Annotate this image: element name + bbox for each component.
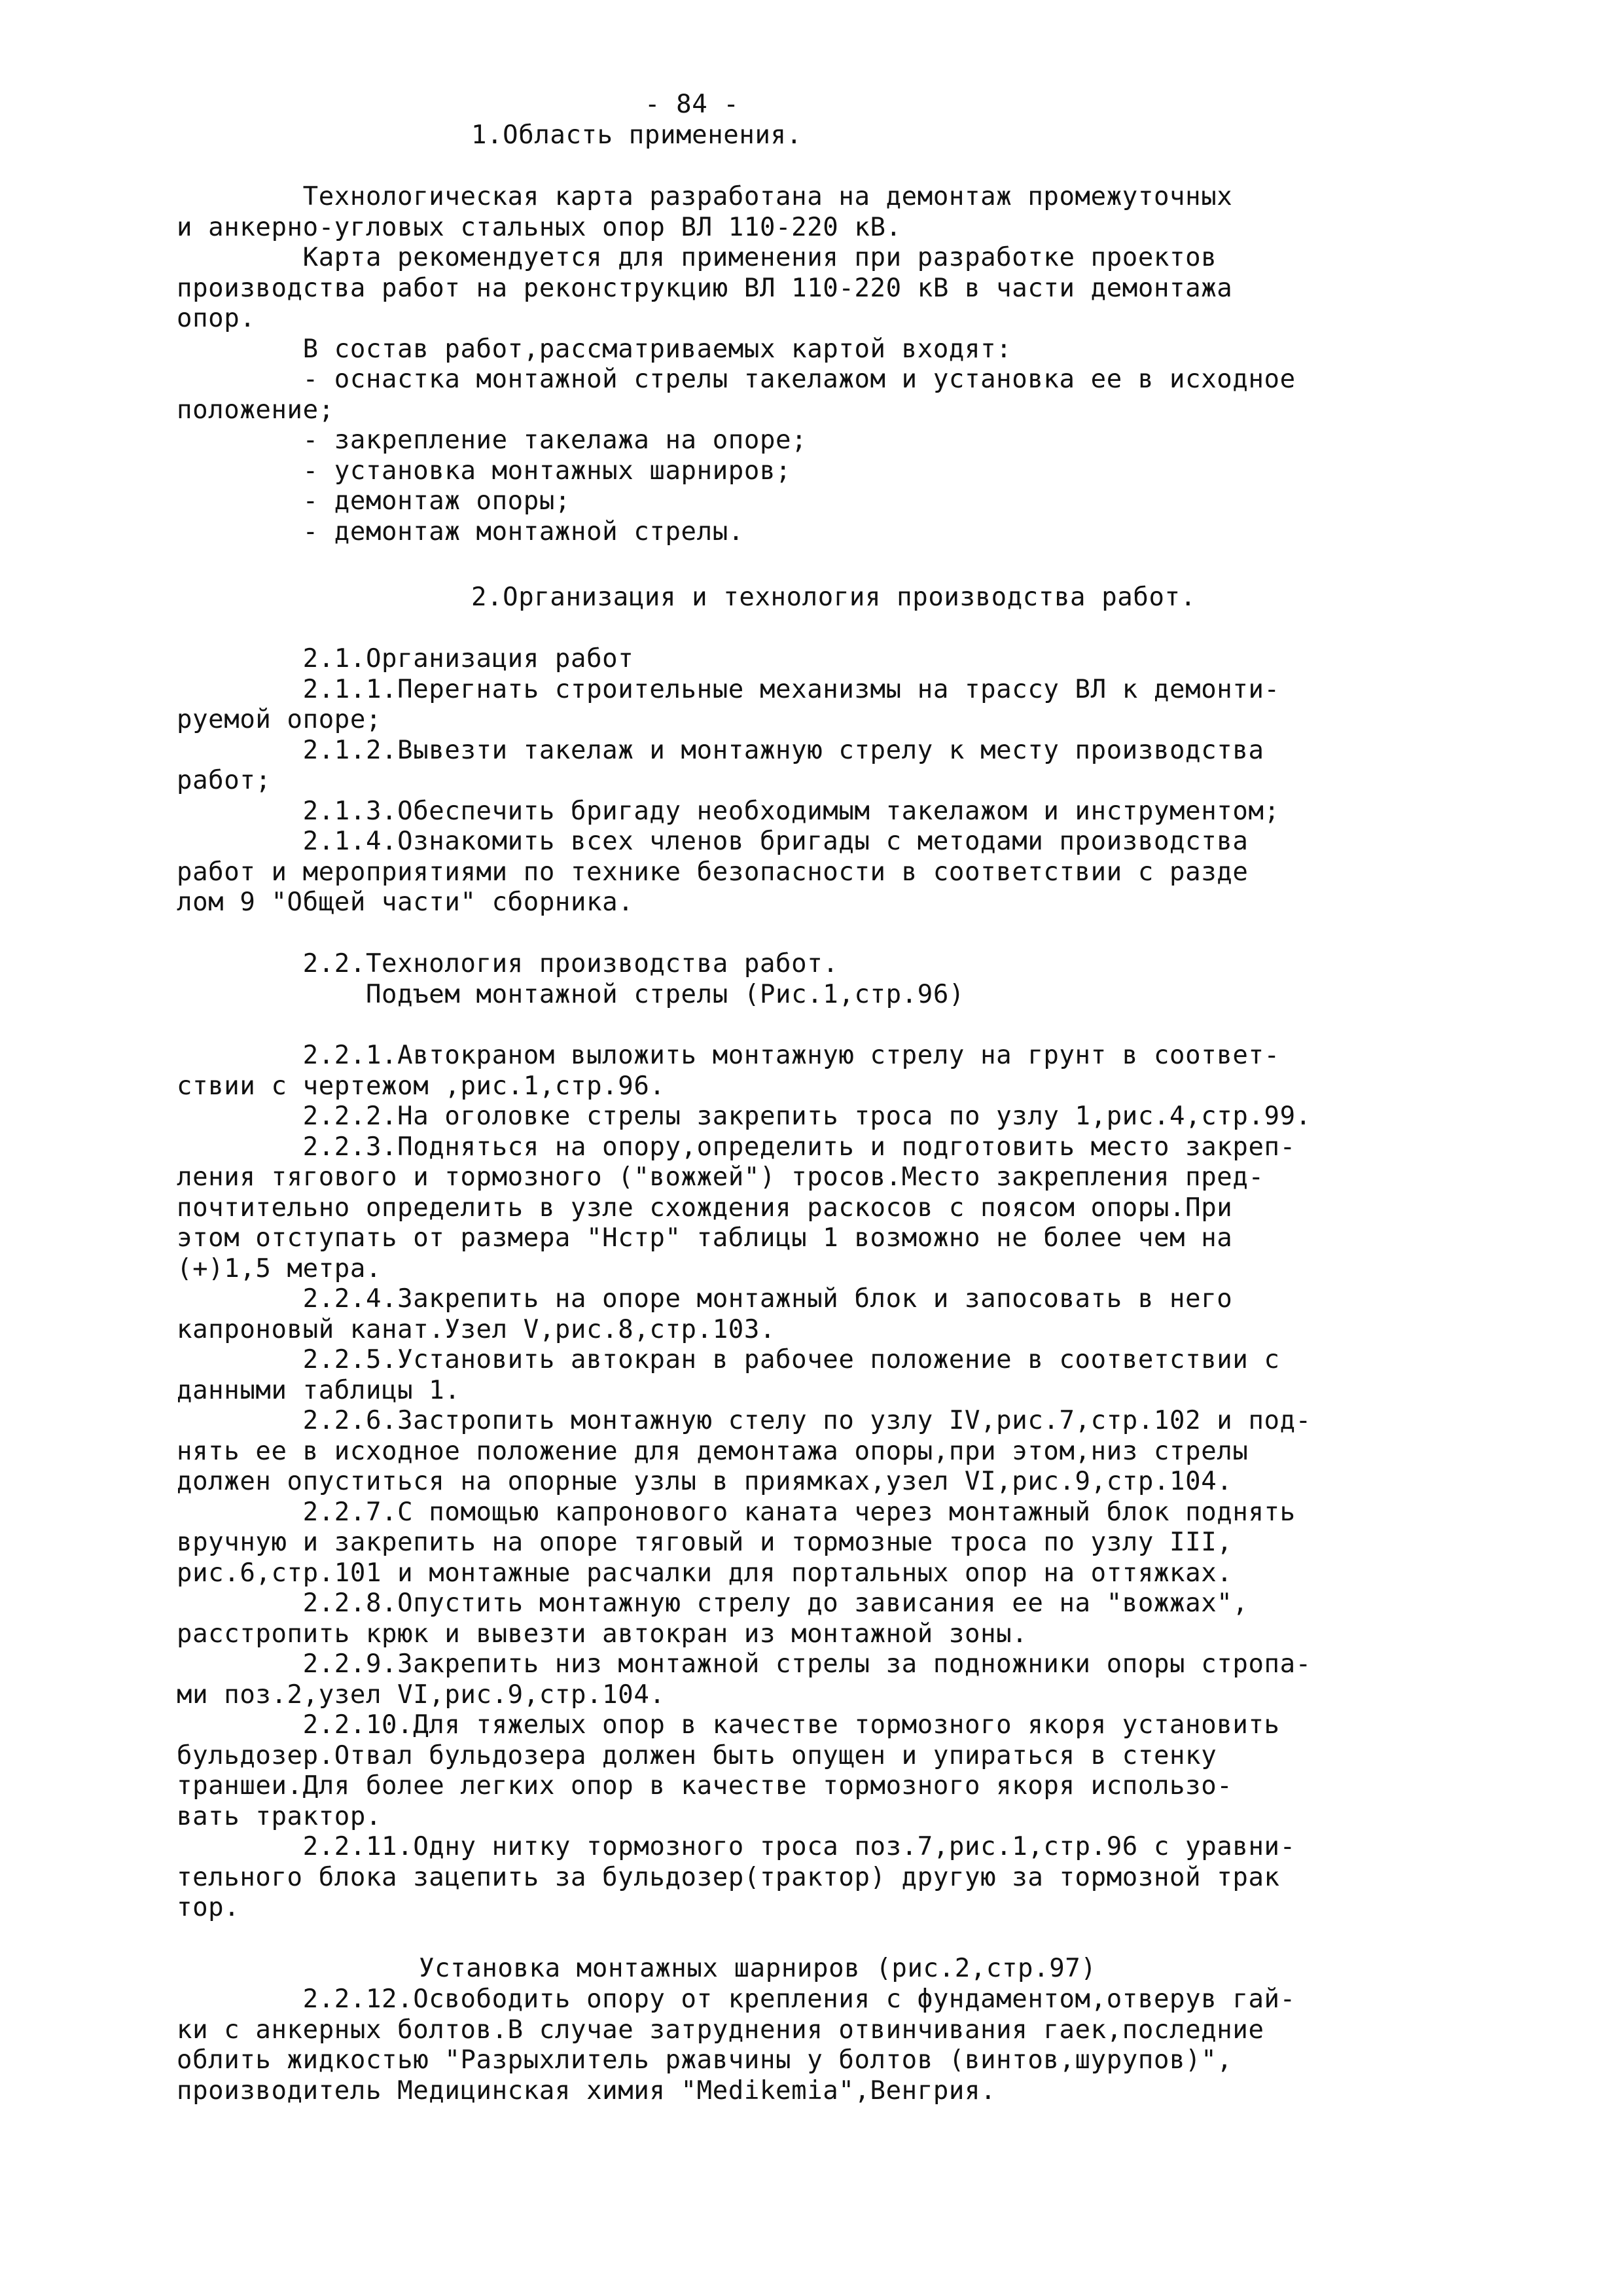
text-line: 2.1.2.Вывезти такелаж и монтажную стрелу к месту производства <box>177 735 1264 765</box>
section-2-2-12-body <box>177 1984 1486 2106</box>
text-line: 2.2.12.Освободить опору от крепления с фундаментом,отверув гай- <box>177 1984 1296 2014</box>
text-line: работ и мероприятиями по технике безопасности в соответствии с разде <box>177 857 1249 887</box>
text-line: тор. <box>177 1893 240 1922</box>
text-line: траншеи.Для более легких опор в качестве тормозного якоря использо- <box>177 1771 1233 1801</box>
text-line: ки с анкерных болтов.В случае затруднения отвинчивания гаек,последние <box>177 2015 1264 2045</box>
text-line: 2.2.8.Опустить монтажную стрелу до зависания ее на "вожжах", <box>177 1588 1249 1618</box>
text-line: - оснастка монтажной стрелы такелажом и установка ее в исходное <box>177 365 1296 394</box>
text-line: ления тягового и тормозного ("вожжей") тросов.Место закрепления пред- <box>177 1162 1264 1192</box>
text-line: рис.6,стр.101 и монтажные расчалки для портальных опор на оттяжках. <box>177 1558 1233 1588</box>
text-line: работ; <box>177 766 272 795</box>
text-line: 2.2.6.Застропить монтажную стелу по узлу IV,рис.7,стр.102 и под- <box>177 1406 1311 1435</box>
text-line: Карта рекомендуется для применения при разработке проектов <box>177 243 1217 272</box>
text-line: производства работ на реконструкцию ВЛ 110-220 кВ в части демонтажа <box>177 273 1233 303</box>
text-line: ми поз.2,узел VI,рис.9,стр.104. <box>177 1679 666 1710</box>
text-line: 2.2.10.Для тяжелых опор в качестве тормозного якоря установить <box>177 1710 1280 1740</box>
text-line: 2.2.1.Автокраном выложить монтажную стрелу на грунт в соответ- <box>177 1041 1280 1070</box>
text-line: тельного блока зацепить за бульдозер(трактор) другую за тормозной трак <box>177 1862 1280 1892</box>
page-number: - 84 - <box>645 90 740 119</box>
section-2-2-heading <box>177 949 1486 1010</box>
text-line: бульдозер.Отвал бульдозера должен быть опущен и упираться в стенку <box>177 1740 1217 1770</box>
text-line: расстропить крюк и вывезти автокран из монтажной зоны. <box>177 1619 1028 1649</box>
text-line: (+)1,5 метра. <box>177 1253 382 1283</box>
section-1-body <box>177 182 1486 547</box>
text-line: 2.1.Организация работ <box>177 644 634 673</box>
text-line: должен опуститься на опорные узлы в приямках,узел VI,рис.9,стр.104. <box>177 1467 1233 1496</box>
text-line: опор. <box>177 304 256 333</box>
text-line: - демонтаж монтажной стрелы. <box>177 516 744 547</box>
text-line: данными таблицы 1. <box>177 1375 461 1405</box>
text-line: - демонтаж опоры; <box>177 486 571 516</box>
text-line: 2.2.3.Подняться на опору,определить и подготовить место закреп- <box>177 1132 1296 1162</box>
text-line: 2.2.Технология производства работ. <box>177 949 839 978</box>
text-line: 2.2.5.Установить автокран в рабочее положение в соответствии с <box>177 1345 1280 1374</box>
text-line: 2.1.1.Перегнать строительные механизмы на трассу ВЛ к демонти- <box>177 674 1280 704</box>
text-line: этом отступать от размера "Нстр" таблицы 1 возможно не более чем на <box>177 1223 1233 1253</box>
text-line: ствии с чертежом ,рис.1,стр.96. <box>177 1071 666 1101</box>
text-line: нять ее в исходное положение для демонтажа опоры,при этом,низ стрелы <box>177 1436 1249 1466</box>
text-line: 2.1.4.Ознакомить всех членов бригады с методами производства <box>177 827 1249 856</box>
text-line: Технологическая карта разработана на демонтаж промежуточных <box>177 182 1233 211</box>
text-line: капроновый канат.Узел V,рис.8,стр.103. <box>177 1314 776 1344</box>
text-line: - закрепление такелажа на опоре; <box>177 425 808 455</box>
text-line: руемой опоре; <box>177 705 382 734</box>
section-2-title: 2.Организация и технология производства работ. <box>471 583 1196 612</box>
text-line: 2.1.3.Обеспечить бригаду необходимым такелажом и инструментом; <box>177 796 1280 826</box>
text-line: положение; <box>177 395 334 425</box>
text-line: 2.2.4.Закрепить на опоре монтажный блок и запосовать в него <box>177 1284 1233 1314</box>
text-line: 2.2.7.С помощью капронового каната через монтажный блок поднять <box>177 1497 1296 1527</box>
text-line: лом 9 "Общей части" сборника. <box>177 888 634 917</box>
text-line: вать трактор. <box>177 1801 382 1831</box>
text-line: 2.2.9.Закрепить низ монтажной стрелы за подножники опоры стропа- <box>177 1649 1311 1679</box>
text-line: производитель Медицинская химия "Medikemia",Венгрия. <box>177 2075 997 2106</box>
text-line: 2.2.2.На оголовке стрелы закрепить троса по узлу 1,рис.4,стр.99. <box>177 1102 1311 1131</box>
text-line: вручную и закрепить на опоре тяговый и тормозные троса по узлу III, <box>177 1528 1233 1557</box>
text-line: и анкерно-угловых стальных опор ВЛ 110-220 кВ. <box>177 212 902 242</box>
text-line: В состав работ,рассматриваемых картой входят: <box>177 334 1012 364</box>
text-line: - установка монтажных шарниров; <box>177 456 792 486</box>
section-2-1-body <box>177 644 1486 918</box>
section-1-title: 1.Область применения. <box>471 120 802 150</box>
text-line: 2.2.11.Одну нитку тормозного троса поз.7,рис.1,стр.96 с уравни- <box>177 1832 1296 1861</box>
text-line: почтительно определить в узле схождения раскосов с поясом опоры.При <box>177 1193 1233 1223</box>
hinges-subheading: Установка монтажных шарниров (рис.2,стр.97) <box>419 1954 1097 1983</box>
text-line: Подъем монтажной стрелы (Рис.1,стр.96) <box>177 979 965 1009</box>
section-2-2-body <box>177 1041 1486 1924</box>
text-line: облить жидкостью "Разрыхлитель ржавчины у болтов (винтов,шурупов)", <box>177 2045 1233 2075</box>
